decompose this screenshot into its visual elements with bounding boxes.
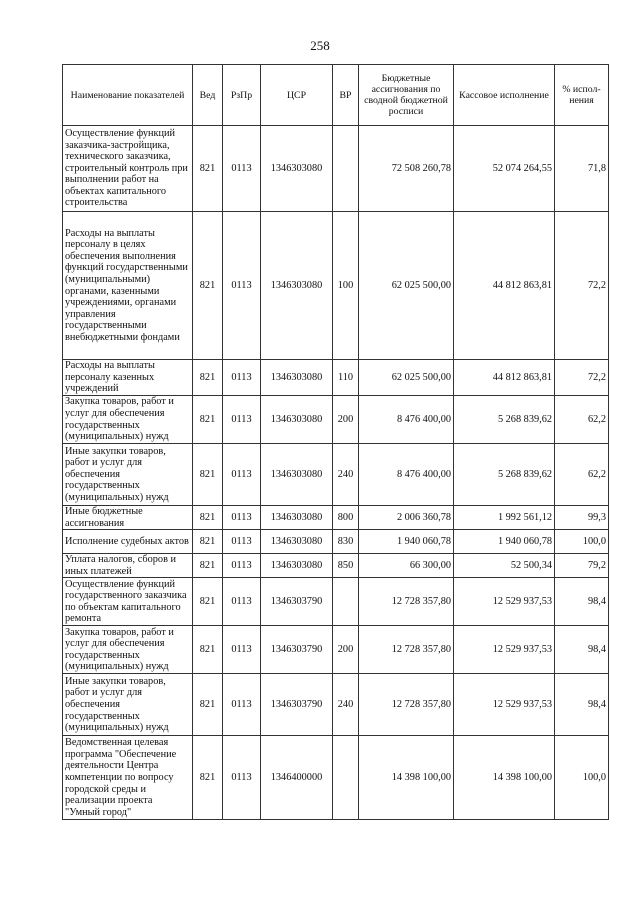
row-vr: 240 <box>333 444 359 506</box>
table-row <box>63 578 609 626</box>
row-rzpr: 0113 <box>223 674 261 736</box>
header-ved: Вед <box>193 65 223 126</box>
row-vr <box>333 126 359 212</box>
row-vr: 800 <box>333 506 359 530</box>
row-rzpr: 0113 <box>223 578 261 626</box>
row-ved: 821 <box>193 578 223 626</box>
row-ved: 821 <box>193 530 223 554</box>
row-vr: 110 <box>333 360 359 396</box>
row-budget: 2 006 360,78 <box>359 506 454 530</box>
header-csr: ЦСР <box>261 65 333 126</box>
row-budget: 8 476 400,00 <box>359 396 454 444</box>
row-ved: 821 <box>193 554 223 578</box>
row-percent: 99,3 <box>555 506 609 530</box>
row-vr: 200 <box>333 626 359 674</box>
row-csr: 1346303080 <box>261 444 333 506</box>
row-vr <box>333 736 359 820</box>
row-vr: 850 <box>333 554 359 578</box>
row-cash: 52 074 264,55 <box>454 126 555 212</box>
row-cash: 52 500,34 <box>454 554 555 578</box>
row-ved: 821 <box>193 126 223 212</box>
row-budget: 62 025 500,00 <box>359 360 454 396</box>
row-budget: 66 300,00 <box>359 554 454 578</box>
row-cash: 5 268 839,62 <box>454 396 555 444</box>
row-cash: 12 529 937,53 <box>454 626 555 674</box>
table-row <box>63 444 609 506</box>
table-row <box>63 360 609 396</box>
row-csr: 1346303080 <box>261 506 333 530</box>
row-cash: 5 268 839,62 <box>454 444 555 506</box>
row-percent: 98,4 <box>555 626 609 674</box>
row-rzpr: 0113 <box>223 396 261 444</box>
row-csr: 1346303080 <box>261 360 333 396</box>
row-rzpr: 0113 <box>223 212 261 360</box>
table-row <box>63 212 609 360</box>
table-header-row <box>63 65 609 126</box>
row-vr: 830 <box>333 530 359 554</box>
row-name: Осуществление функций государственного заказчика по объектам капитального ремонта <box>63 578 193 626</box>
row-vr: 240 <box>333 674 359 736</box>
row-rzpr: 0113 <box>223 506 261 530</box>
row-name: Осуществление функций заказчика-застройщика, технического заказчика, строительный контроль при выполнении работ на объектах капитального строительства <box>63 126 193 212</box>
row-rzpr: 0113 <box>223 126 261 212</box>
header-percent: % испол-нения <box>555 65 609 126</box>
row-budget: 72 508 260,78 <box>359 126 454 212</box>
row-csr: 1346303080 <box>261 396 333 444</box>
table-row <box>63 554 609 578</box>
table-body <box>63 126 609 820</box>
row-name: Уплата налогов, сборов и иных платежей <box>63 554 193 578</box>
row-name: Исполнение судебных актов <box>63 530 193 554</box>
row-percent: 79,2 <box>555 554 609 578</box>
row-ved: 821 <box>193 506 223 530</box>
table-row <box>63 126 609 212</box>
budget-execution-table <box>62 64 609 820</box>
row-budget: 12 728 357,80 <box>359 674 454 736</box>
row-cash: 12 529 937,53 <box>454 674 555 736</box>
page-number: 258 <box>310 38 330 53</box>
row-ved: 821 <box>193 360 223 396</box>
row-csr: 1346303080 <box>261 554 333 578</box>
row-csr: 1346303790 <box>261 626 333 674</box>
row-budget: 62 025 500,00 <box>359 212 454 360</box>
row-ved: 821 <box>193 396 223 444</box>
row-vr <box>333 578 359 626</box>
header-budget: Бюджетные ассигнования по сводной бюджетной росписи <box>359 65 454 126</box>
header-name: Наименование показателей <box>63 65 193 126</box>
row-percent: 62,2 <box>555 396 609 444</box>
row-cash: 14 398 100,00 <box>454 736 555 820</box>
row-cash: 44 812 863,81 <box>454 212 555 360</box>
row-percent: 100,0 <box>555 530 609 554</box>
row-rzpr: 0113 <box>223 444 261 506</box>
row-csr: 1346303080 <box>261 126 333 212</box>
row-name: Иные бюджетные ассигнования <box>63 506 193 530</box>
row-percent: 62,2 <box>555 444 609 506</box>
row-budget: 8 476 400,00 <box>359 444 454 506</box>
row-rzpr: 0113 <box>223 360 261 396</box>
row-percent: 72,2 <box>555 360 609 396</box>
row-name: Иные закупки товаров, работ и услуг для обеспечения государственных (муниципальных) нужд <box>63 674 193 736</box>
row-csr: 1346400000 <box>261 736 333 820</box>
row-cash: 1 940 060,78 <box>454 530 555 554</box>
row-percent: 72,2 <box>555 212 609 360</box>
row-ved: 821 <box>193 626 223 674</box>
row-name: Расходы на выплаты персоналу в целях обеспечения выполнения функций государственными (муниципальными) органами, казенными учреждениями, органами управления государственными внебюджетными фондами <box>63 212 193 360</box>
row-name: Иные закупки товаров, работ и услуг для обеспечения государственных (муниципальных) нужд <box>63 444 193 506</box>
header-rzpr: РзПр <box>223 65 261 126</box>
row-percent: 100,0 <box>555 736 609 820</box>
row-name: Закупка товаров, работ и услуг для обеспечения государственных (муниципальных) нужд <box>63 396 193 444</box>
row-csr: 1346303080 <box>261 212 333 360</box>
row-name: Ведомственная целевая программа "Обеспечение деятельности Центра компетенции по вопросу городской среды и реализации проекта "Умный город" <box>63 736 193 820</box>
row-budget: 14 398 100,00 <box>359 736 454 820</box>
row-budget: 12 728 357,80 <box>359 578 454 626</box>
row-rzpr: 0113 <box>223 626 261 674</box>
row-rzpr: 0113 <box>223 530 261 554</box>
row-vr: 100 <box>333 212 359 360</box>
row-name: Расходы на выплаты персоналу казенных учреждений <box>63 360 193 396</box>
row-ved: 821 <box>193 212 223 360</box>
header-cash: Кассовое исполнение <box>454 65 555 126</box>
row-cash: 1 992 561,12 <box>454 506 555 530</box>
row-ved: 821 <box>193 674 223 736</box>
row-cash: 12 529 937,53 <box>454 578 555 626</box>
table-row <box>63 736 609 820</box>
row-rzpr: 0113 <box>223 554 261 578</box>
row-percent: 98,4 <box>555 674 609 736</box>
table-row <box>63 506 609 530</box>
row-budget: 1 940 060,78 <box>359 530 454 554</box>
row-csr: 1346303790 <box>261 578 333 626</box>
table-row <box>63 626 609 674</box>
table-row <box>63 530 609 554</box>
row-csr: 1346303080 <box>261 530 333 554</box>
header-vr: ВР <box>333 65 359 126</box>
row-percent: 71,8 <box>555 126 609 212</box>
row-ved: 821 <box>193 736 223 820</box>
row-name: Закупка товаров, работ и услуг для обеспечения государственных (муниципальных) нужд <box>63 626 193 674</box>
row-vr: 200 <box>333 396 359 444</box>
row-budget: 12 728 357,80 <box>359 626 454 674</box>
table-row <box>63 674 609 736</box>
row-ved: 821 <box>193 444 223 506</box>
row-cash: 44 812 863,81 <box>454 360 555 396</box>
row-csr: 1346303790 <box>261 674 333 736</box>
row-percent: 98,4 <box>555 578 609 626</box>
row-rzpr: 0113 <box>223 736 261 820</box>
table-row <box>63 396 609 444</box>
